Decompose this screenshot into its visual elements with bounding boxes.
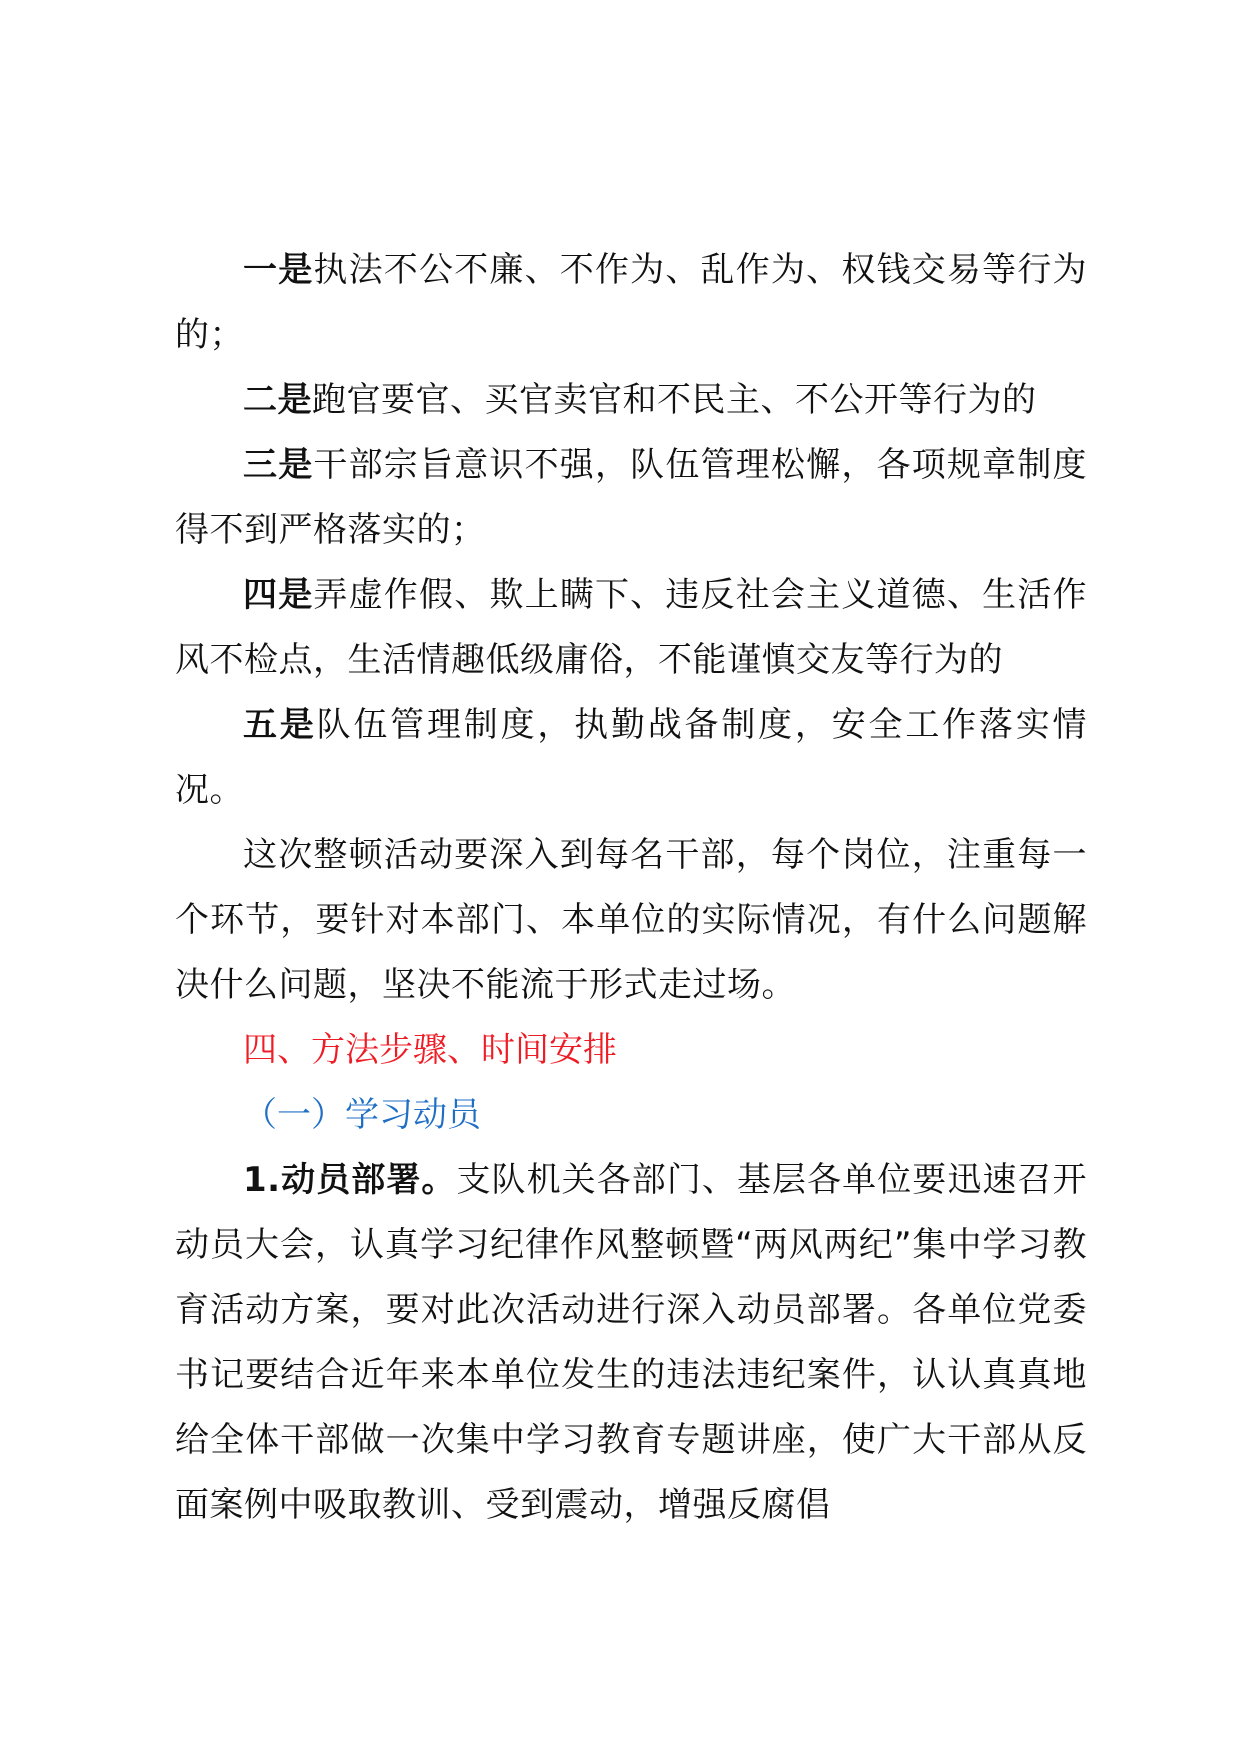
- item-paragraph-1: [175, 238, 1087, 368]
- item-text-3: 干部宗旨意识不强，队伍管理松懈，各项规章制度得不到严格落实的；: [175, 445, 1088, 550]
- item-text-2: 跑官要官、买官卖官和不民主、不公开等行为的: [312, 380, 1037, 420]
- step-paragraph-1: [175, 1148, 1087, 1538]
- item-paragraph-4: [175, 563, 1087, 693]
- subsection-heading: （一）学习动员: [243, 1095, 481, 1135]
- item-paragraph-5: [175, 693, 1087, 823]
- section-heading: 四、方法步骤、时间安排: [243, 1030, 617, 1070]
- item-text-4: 弄虚作假、欺上瞒下、违反社会主义道德、生活作风不检点，生活情趣低级庸俗，不能谨慎交友等行为的: [175, 575, 1088, 680]
- item-paragraph-2: [175, 368, 1087, 433]
- item-lead-1: 一是: [243, 250, 314, 290]
- item-text-5: 队伍管理制度，执勤战备制度，安全工作落实情况。: [175, 705, 1088, 810]
- item-lead-5: 五是: [243, 705, 317, 745]
- document-body: [175, 238, 1087, 1538]
- item-text-1: 执法不公不廉、不作为、乱作为、权钱交易等行为的；: [175, 250, 1088, 355]
- item-lead-2: 二是: [243, 380, 312, 420]
- step-text-1: 支队机关各部门、基层各单位要迅速召开动员大会，认真学习纪律作风整顿暨“两风两纪”集中学习教育活动方案，要对此次活动进行深入动员部署。各单位党委书记要结合近年来本单位发生的违法违纪案件，认认真真地给全体干部做一次集中学习教育专题讲座，使广大干部从反面案例中吸取教训、受到震动，增强反腐倡: [175, 1160, 1088, 1525]
- item-paragraph-3: [175, 433, 1087, 563]
- item-lead-4: 四是: [243, 575, 314, 615]
- summary-paragraph: 这次整顿活动要深入到每名干部，每个岗位，注重每一个环节，要针对本部门、本单位的实际情况，有什么问题解决什么问题，坚决不能流于形式走过场。: [175, 835, 1087, 1005]
- item-lead-3: 三是: [243, 445, 314, 485]
- step-lead-1: 1.动员部署。: [243, 1160, 457, 1200]
